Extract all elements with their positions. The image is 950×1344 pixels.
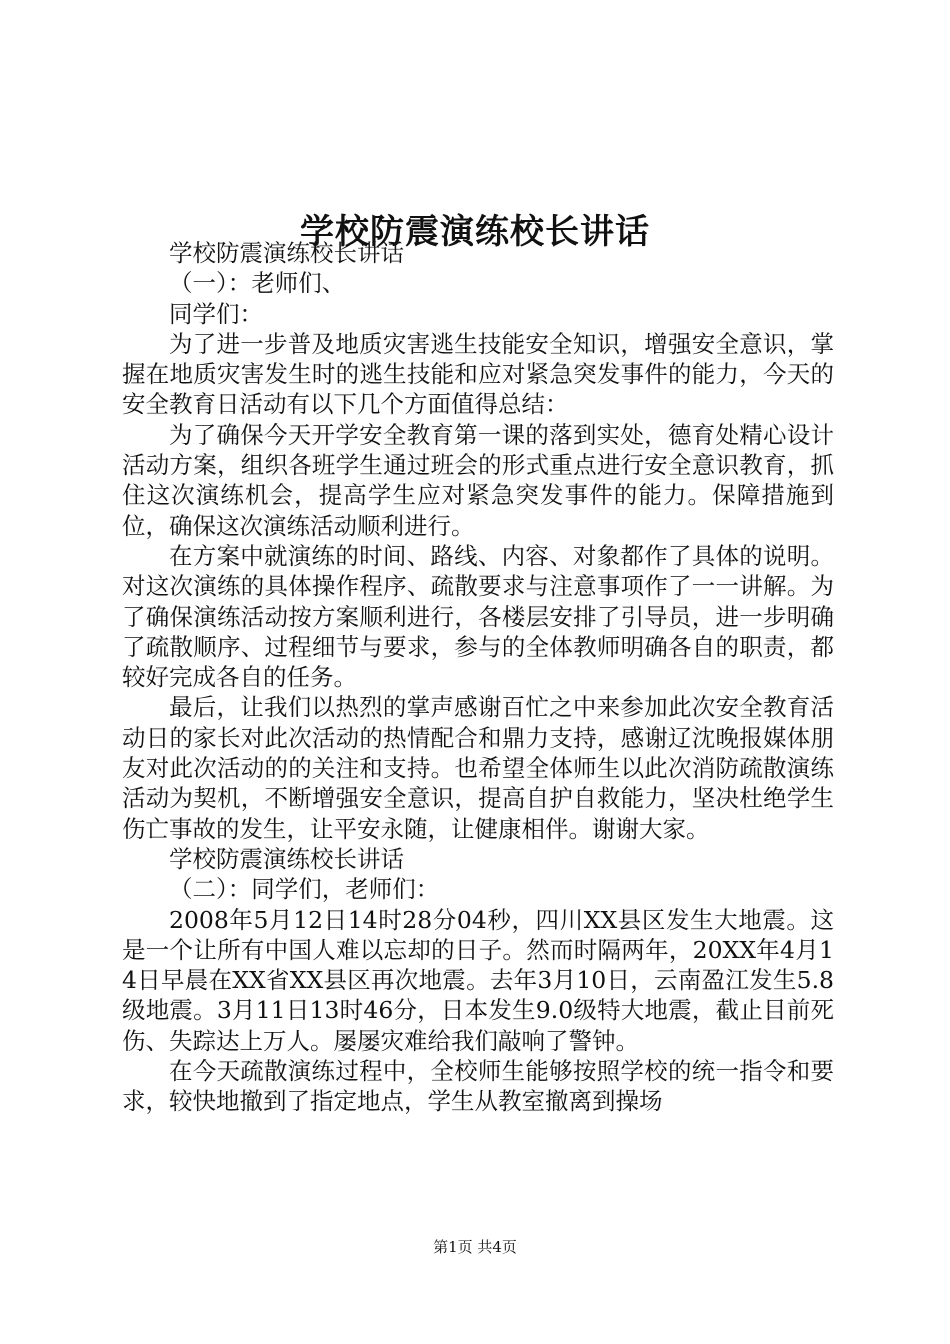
document-title: 学校防震演练校长讲话 — [300, 211, 650, 252]
paragraph: （二）：同学们，老师们： — [169, 875, 440, 904]
page-footer: 第1页 共4页 — [433, 1238, 517, 1256]
paragraph: （一）：老师们、 — [169, 269, 346, 298]
paragraph: 在方案中就演练的时间、路线、内容、对象都作了具体的说明。对这次演练的具体操作程序、疏散要求与注意事项作了一一讲解。为了确保演练活动按方案顺利进行，各楼层安排了引导员，进一步明确了疏散顺序、过程细节与要求，参与的全体教师明确各自的职责，都较好完成各自的任务。 — [122, 541, 834, 692]
paragraph: 最后，让我们以热烈的掌声感谢百忙之中来参加此次安全教育活动日的家长对此次活动的热情配合和鼎力支持，感谢辽沈晚报媒体朋友对此次活动的的关注和支持。也希望全体师生以此次消防疏散演练活动为契机，不断增强安全意识，提高自护自救能力，坚决杜绝学生伤亡事故的发生，让平安永随，让健康相伴。谢谢大家。 — [122, 693, 834, 843]
paragraph: 在今天疏散演练过程中，全校师生能够按照学校的统一指令和要求，较快地撤到了指定地点，学生从教室撤离到操场 — [122, 1057, 834, 1116]
paragraph: 同学们： — [169, 299, 263, 328]
paragraph: 2008年5月12日14时28分04秒，四川XX县区发生大地震。这是一个让所有中国人难以忘却的日子。然而时隔两年，20XX年4月14日早晨在XX省XX县区再次地震。去年3月10日，云南盈江发生5.8级地震。3月11日13时46分，日本发生9.0级特大地震，截止目前死伤、失踪达上万人。屡屡灾难给我们敲响了警钟。 — [122, 905, 834, 1055]
paragraph: 为了确保今天开学安全教育第一课的落到实处，德育处精心设计活动方案，组织各班学生通过班会的形式重点进行安全意识教育，抓住这次演练机会，提高学生应对紧急突发事件的能力。保障措施到位，确保这次演练活动顺利进行。 — [122, 420, 834, 540]
document-body — [122, 238, 834, 1117]
paragraph: 学校防震演练校长讲话 — [169, 844, 404, 873]
paragraph: 学校防震演练校长讲话 — [169, 239, 404, 267]
paragraph: 为了进一步普及地质灾害逃生技能安全知识，增强安全意识，掌握在地质灾害发生时的逃生技能和应对紧急突发事件的能力，今天的安全教育日活动有以下几个方面值得总结： — [122, 329, 834, 419]
